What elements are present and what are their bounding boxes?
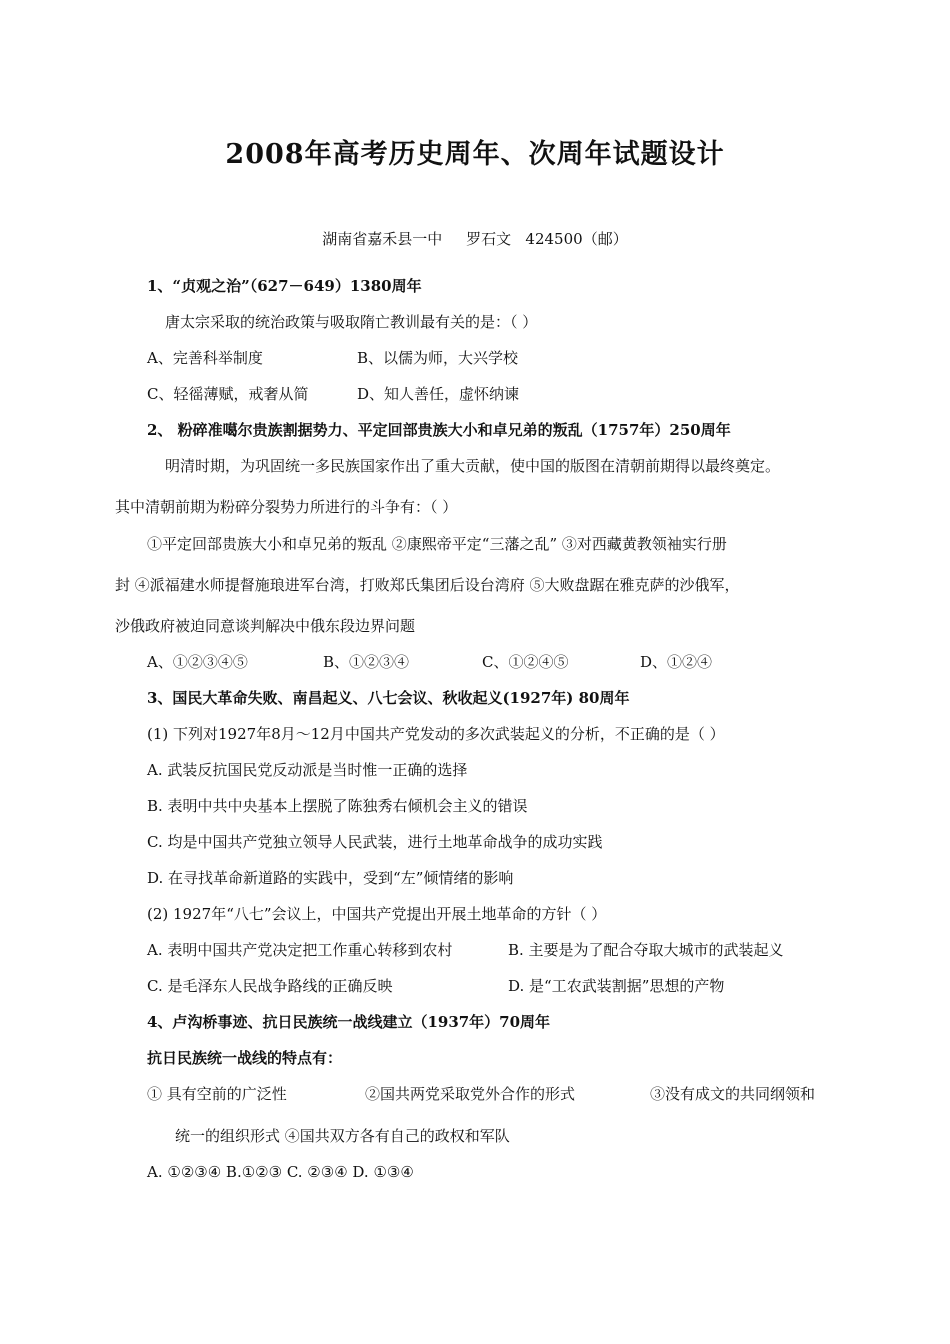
q4-options: A. ①②③④ B.①②③ C. ②③④ D. ①③④ (147, 1163, 414, 1181)
q2-items-line-3: 沙俄政府被迫同意谈判解决中俄东段边界问题 (115, 617, 416, 635)
q3-heading: 3、国民大革命失败、南昌起义、八七会议、秋收起义(1927年) 80周年 (147, 689, 630, 707)
q3-sub1-option-c: C. 均是中国共产党独立领导人民武装，进行土地革命战争的成功实践 (147, 833, 603, 851)
q4-stem: 抗日民族统一战线的特点有： (147, 1049, 343, 1067)
q3-sub2-option-c: C. 是毛泽东人民战争路线的正确反映 (147, 977, 393, 995)
q4-heading: 4、卢沟桥事迹、抗日民族统一战线建立（1937年）70周年 (147, 1013, 551, 1031)
q1-stem: 唐太宗采取的统治政策与吸取隋亡教训最有关的是：（ ） (165, 313, 538, 331)
q1-option-a: A、完善科举制度 (147, 349, 263, 367)
q1-option-b: B、以儒为师，大兴学校 (357, 349, 519, 367)
q1-heading: 1、“贞观之治”（627－649）1380周年 (147, 277, 422, 295)
q3-sub2-stem: (2) 1927年“八七”会议上，中国共产党提出开展土地革命的方针（ ） (147, 905, 607, 923)
q3-sub2-option-b: B. 主要是为了配合夺取大城市的武装起义 (508, 941, 784, 959)
q4-items-line-2: 统一的组织形式 ④国共双方各有自己的政权和军队 (175, 1127, 510, 1145)
q3-sub1-option-b: B. 表明中共中央基本上摆脱了陈独秀右倾机会主义的错误 (147, 797, 528, 815)
q3-sub2-option-d: D. 是“工农武装割据”思想的产物 (508, 977, 725, 995)
document-title: 2008年高考历史周年、次周年试题设计 (225, 139, 725, 170)
q2-heading: 2、 粉碎准噶尔贵族割据势力、平定回部贵族大小和卓兄弟的叛乱（1757年）250周年 (147, 421, 731, 439)
q1-option-d: D、知人善任，虚怀纳谏 (357, 385, 520, 403)
q3-sub2-option-a: A. 表明中国共产党决定把工作重心转移到农村 (147, 941, 453, 959)
q3-sub1-option-d: D. 在寻找革命新道路的实践中，受到“左”倾情绪的影响 (147, 869, 514, 887)
q2-items-line-1: ①平定回部贵族大小和卓兄弟的叛乱 ②康熙帝平定“三藩之乱” ③对西藏黄教领袖实行册 (147, 535, 727, 553)
q2-option-a: A、①②③④⑤ (147, 653, 248, 671)
q4-item-3: ③没有成文的共同纲领和 (650, 1085, 816, 1103)
q1-option-c: C、轻徭薄赋，戒奢从简 (147, 385, 309, 403)
q2-stem-line-1: 明清时期，为巩固统一多民族国家作出了重大贡献，使中国的版图在清朝前期得以最终奠定。 (165, 457, 781, 475)
q3-sub1-option-a: A. 武装反抗国民党反动派是当时惟一正确的选择 (147, 761, 468, 779)
q2-items-line-2: 封 ④派福建水师提督施琅进军台湾，打败郑氏集团后设台湾府 ⑤大败盘踞在雅克萨的沙俄军， (115, 576, 740, 594)
q2-option-c: C、①②④⑤ (482, 653, 569, 671)
q4-item-1: ① 具有空前的广泛性 (147, 1085, 287, 1103)
q4-item-2: ②国共两党采取党外合作的形式 (365, 1085, 576, 1103)
author-line: 湖南省嘉禾县一中 罗石文 424500（邮） (322, 230, 628, 248)
q2-option-b: B、①②③④ (323, 653, 410, 671)
q2-stem-line-2: 其中清朝前期为粉碎分裂势力所进行的斗争有：（ ） (115, 498, 458, 516)
q2-option-d: D、①②④ (640, 653, 713, 671)
q3-sub1-stem: (1) 下列对1927年8月～12月中国共产党发动的多次武装起义的分析，不正确的是（ ） (147, 725, 725, 743)
